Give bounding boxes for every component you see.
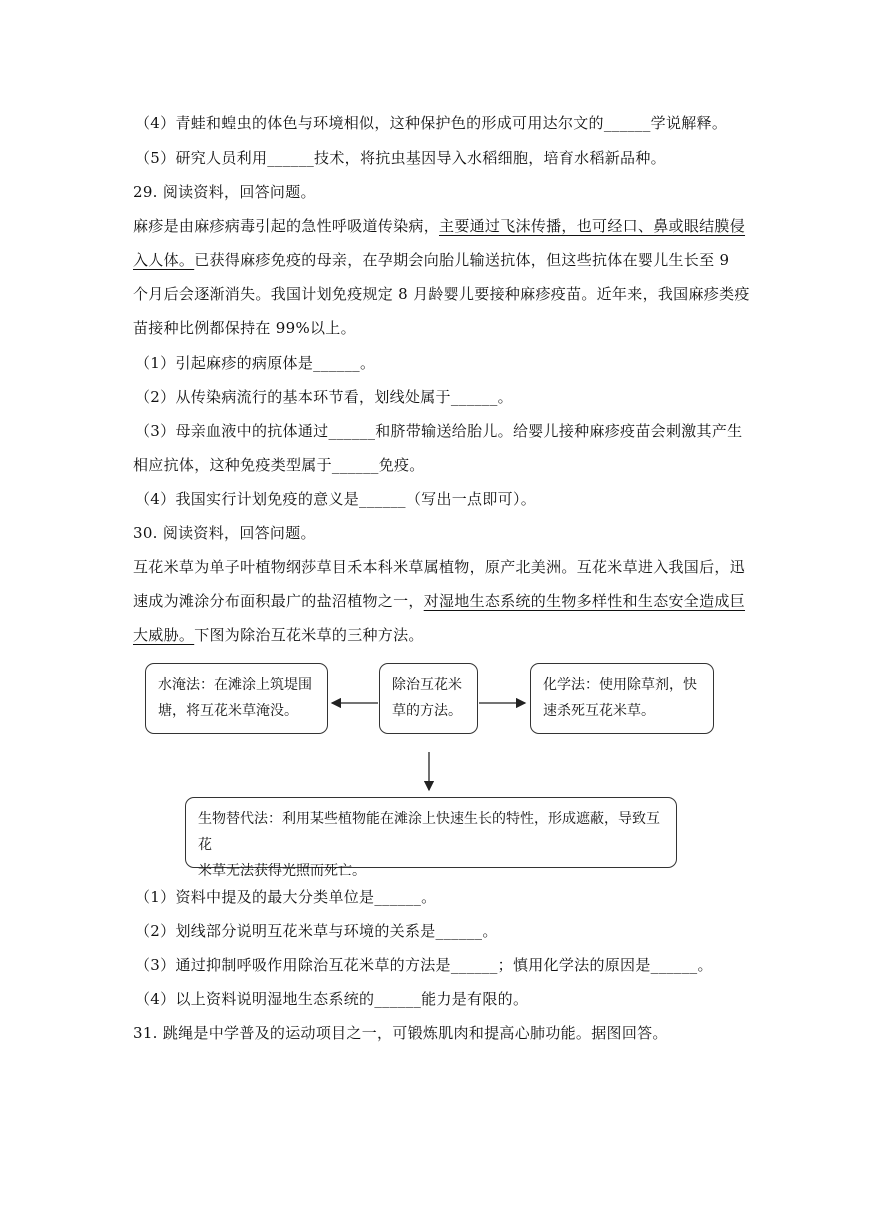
q29-sub3-line2: 相应抗体，这种免疫类型属于______免疫。 xyxy=(133,456,425,474)
q29-sub1: （1）引起麻疹的病原体是______。 xyxy=(135,354,376,372)
box-text: 水淹法：在滩涂上筑堤围 xyxy=(158,677,312,693)
q29-sub2: （2）从传染病流行的基本环节看，划线处属于______。 xyxy=(135,388,513,406)
q30-para-text: 下图为除治互花米草的三种方法。 xyxy=(194,626,424,644)
box-text: 生物替代法：利用某些植物能在滩涂上快速生长的特性，形成遮蔽，导致互花 xyxy=(198,811,660,853)
diagram-box-center xyxy=(379,663,478,734)
q29-title: 29. 阅读资料，回答问题。 xyxy=(133,183,316,201)
q30-sub3: （3）通过抑制呼吸作用除治互花米草的方法是______；慎用化学法的原因是______。 xyxy=(135,956,713,974)
box-text: 塘，将互花米草淹没。 xyxy=(158,703,298,719)
q28-sub5: （5）研究人员利用______技术，将抗虫基因导入水稻细胞，培育水稻新品种。 xyxy=(135,149,666,167)
q29-para-line3: 个月后会逐渐消失。我国计划免疫规定 8 月龄婴儿要接种麻疹疫苗。近年来，我国麻疹类疫 xyxy=(133,285,750,303)
box-text: 草的方法。 xyxy=(392,703,462,719)
q29-para-line4: 苗接种比例都保持在 99%以上。 xyxy=(133,319,356,337)
q29-para-text: 麻疹是由麻疹病毒引起的急性呼吸道传染病， xyxy=(133,217,440,235)
q29-underlined-text: 入人体。 xyxy=(133,251,195,269)
diagram-box-biological-method xyxy=(185,797,677,879)
q30-para-text: 速成为滩涂分布面积最广的盐沼植物之一， xyxy=(133,592,424,610)
q29-para-text: 已获得麻疹免疫的母亲，在孕期会向胎儿输送抗体，但这些抗体在婴儿生长至 9 xyxy=(194,251,730,269)
diagram-box-chemical-method xyxy=(530,663,714,734)
q29-sub3-line1: （3）母亲血液中的抗体通过______和脐带输送给胎儿。给婴儿接种麻疹疫苗会刺激其产生 xyxy=(135,422,743,440)
box-text: 化学法：使用除草剂，快 xyxy=(543,677,697,693)
q29-underlined-text: 主要通过飞沫传播，也可经口、鼻或眼结膜侵 xyxy=(439,217,746,235)
q30-underlined-text: 大威胁。 xyxy=(133,626,195,644)
box-text: 米草无法获得光照而死亡。 xyxy=(198,863,366,879)
q30-sub4: （4）以上资料说明湿地生态系统的______能力是有限的。 xyxy=(135,990,529,1008)
q30-sub2: （2）划线部分说明互花米草与环境的关系是______。 xyxy=(135,922,498,940)
q30-sub1: （1）资料中提及的最大分类单位是______。 xyxy=(135,888,437,906)
q29-sub4: （4）我国实行计划免疫的意义是______（写出一点即可）。 xyxy=(135,490,537,508)
q28-sub4: （4）青蛙和蝗虫的体色与环境相似，这种保护色的形成可用达尔文的______学说解释。 xyxy=(135,114,728,132)
diagram-box-flooding-method xyxy=(145,663,328,734)
q30-underlined-text: 对湿地生态系统的生物多样性和生态安全造成巨 xyxy=(423,592,746,610)
q31-title: 31. 跳绳是中学普及的运动项目之一，可锻炼肌肉和提高心肺功能。据图回答。 xyxy=(133,1024,668,1042)
box-text: 速杀死互花米草。 xyxy=(543,703,655,719)
q30-para-line1: 互花米草为单子叶植物纲莎草目禾本科米草属植物，原产北美洲。互花米草进入我国后，迅 xyxy=(133,558,746,576)
q30-title: 30. 阅读资料，回答问题。 xyxy=(133,524,316,542)
box-text: 除治互花米 xyxy=(392,677,462,693)
